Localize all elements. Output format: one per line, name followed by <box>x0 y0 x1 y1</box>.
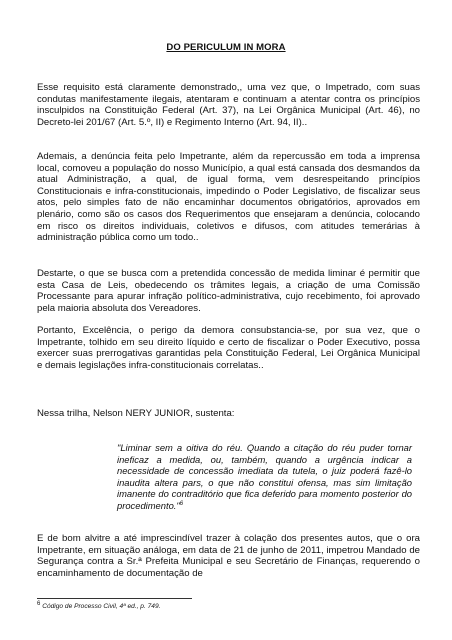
paragraph-ademais: Ademais, a denúncia feita pelo Impetrante, além da repercussão em toda a imprensa local, comoveu a população do nosso Município, a qual está cansada dos desmandos da atual Administração, a qual, de igual forma, vem desrespeitando princípios Constitucionais e infra-constitucionais, impedindo o Poder Legislativo, de fiscalizar seus atos, pelo simples fato de não encaminhar documentos obrigatórios, aprovados em plenário, como são os casos dos Requerimentos que ensejaram a denúncia, colocando em risco os direitos individuais, coletivos e difusos, com atitudes temerárias à administração pública como um todo.. <box>37 151 420 244</box>
footnote-separator <box>37 598 192 599</box>
paragraph-destarte: Destarte, o que se busca com a pretendida concessão de medida liminar é permitir que esta Casa de Leis, obedecendo os trâmites legais, a criação de uma Comissão Processante para apurar infração político-administrativa, cujo recebimento, foi aprovado pela maioria absoluta dos Vereadores. <box>37 268 420 314</box>
section-title: DO PERICULUM IN MORA <box>166 42 286 53</box>
footnote-number: 6 <box>37 600 41 607</box>
footnote <box>37 600 161 610</box>
footnote-text: Código de Processo Civil, 4ª ed., p. 749. <box>42 603 161 610</box>
block-quote <box>117 442 412 512</box>
paragraph-portanto: Portanto, Excelência, o perigo da demora consubstancia-se, por sua vez, que o Impetrante, tolhido em seu direito líquido e certo de fiscalizar o Poder Executivo, possa exercer suas prerrogativas garantidas pela Constituição Federal, Lei Orgânica Municipal e demais legislações infra-constitucionais correlatas.. <box>37 325 420 371</box>
paragraph-bom-alvitre: E de bom alvitre a até imprescindível trazer à colação dos presentes autos, que o ora Impetrante, em situação análoga, em data de 21 de junho de 2011, impetrou Mandado de Segurança contra a Sr.ª Prefeita Municipal e seu Secretário de Finanças, requerendo o encaminhamento de documentação de <box>37 533 420 579</box>
paragraph-nessa-trilha: Nessa trilha, Nelson NERY JUNIOR, sustenta: <box>37 408 235 419</box>
quote-footnote-ref: 6 <box>179 500 184 507</box>
paragraph-requisito: Esse requisito está claramente demonstrado,, uma vez que, o Impetrado, com suas condutas manifestamente ilegais, atentaram e continuam a atentar contra os princípios insculpidos na Constituição Federal (Art. 37), na Lei Orgânica Municipal (Art. 46), no Decreto-lei 201/67 (Art. 5.º, II) e Regimento Interno (Art. 94, II).. <box>37 82 420 128</box>
quote-text: "Liminar sem a oitiva do réu. Quando a citação do réu puder tornar ineficaz a medida, ou, também, quando a urgência indicar a necessidade de concessão imediata da tutela, o juiz poderá fazê-lo inaudita altera pars, o que não constitui ofensa, mas sim limitação imanente do contraditório que fica deferido para momento posterior do procedimento." <box>117 442 412 511</box>
